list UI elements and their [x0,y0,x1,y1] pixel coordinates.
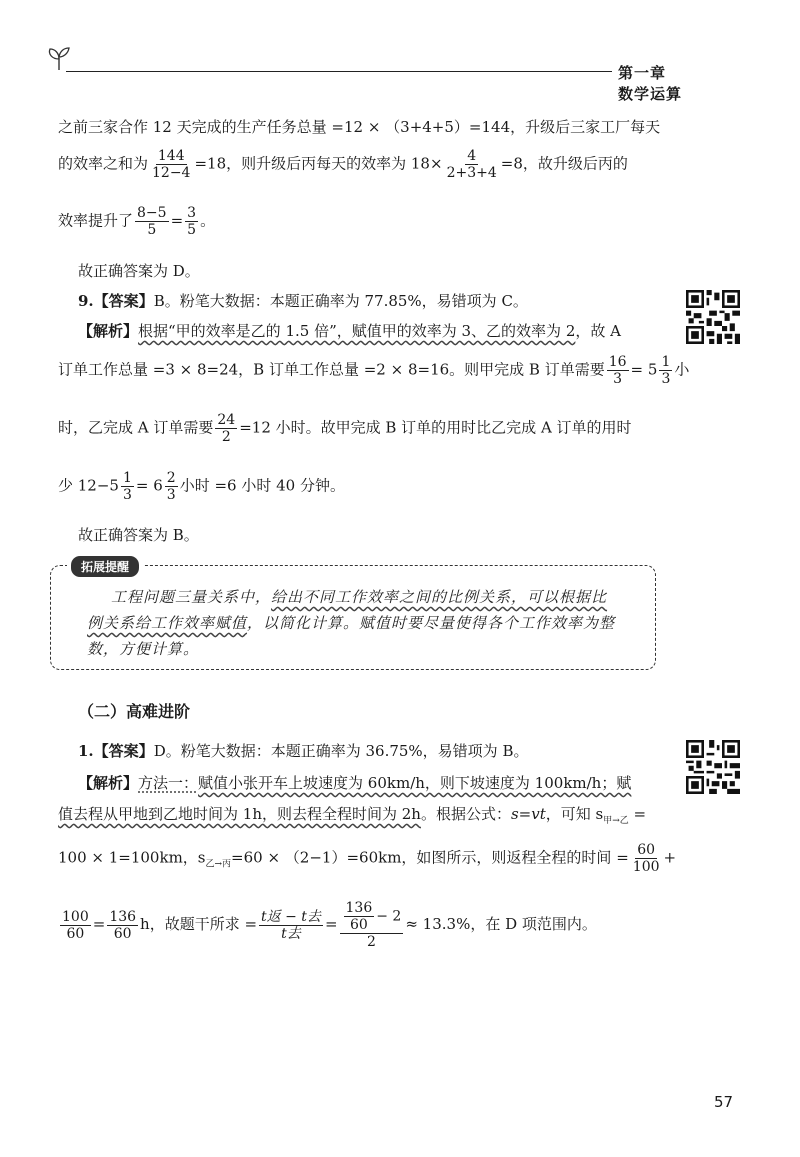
text: =12 小时。故甲完成 B 订单的用时比乙完成 A 订单的用时 [239,418,632,437]
text: = [628,805,647,823]
text: 效率提升了 [58,211,134,230]
fraction [150,148,192,181]
p1-line-2 [58,148,628,181]
numerator: 3 [187,205,197,221]
qr-code-icon[interactable] [686,740,740,794]
q9-analysis-line-1 [78,322,621,340]
tip-line-1 [111,586,607,607]
denominator: 60 [349,917,368,934]
denominator: 3 [122,487,132,504]
fraction [259,909,323,942]
sprout-icon [44,44,74,74]
compound-fraction [340,900,404,950]
numerator: 1 [122,470,132,486]
answer-label: 【答案】 [93,292,154,310]
text: 工程问题三量关系中， [111,588,272,606]
fraction [121,470,134,503]
text: = [324,915,338,934]
fraction [135,205,169,238]
text: ，故 A [575,322,621,340]
denominator: 60 [66,925,85,942]
subscript: 乙→丙 [205,859,232,870]
denominator: 3 [166,487,176,504]
subscript: 甲→乙 [603,816,629,826]
qr-code-icon[interactable] [686,290,740,344]
numerator: 60 [637,842,656,858]
numerator: t返 − t去 [261,908,321,925]
denominator: 2+3+4 [446,165,497,182]
text: 100 × 1=100km，s [58,848,206,867]
denominator: t去 [281,925,301,942]
section-heading: （二）高难进阶 [78,702,191,721]
denominator: 60 [113,925,132,942]
numerator: 24 [217,412,236,428]
answer-text: D。粉笔大数据：本题正确率为 36.75%，易错项为 B。 [153,742,529,760]
text: 订单工作总量 =3 × 8=24，B 订单工作总量 =2 × 8=16。则甲完成 B 订单需要 [58,360,605,379]
question-number: 1. [78,742,94,760]
underlined-text: 根据“甲的效率是乙的 1.5 倍”，赋值甲的效率为 3、乙的效率为 2 [138,322,576,340]
text: =60 × （2−1）=60km，如图所示，则返程全程的时间 = [231,848,629,867]
text: 。根据公式： [420,805,511,823]
answer-label: 【答案】 [93,742,154,760]
tip-tag [67,556,143,577]
analysis-label: 【解析】 [78,322,139,340]
q1-analysis-line-3 [58,842,676,875]
text: h，故题干所求 = [140,915,258,934]
denominator: 2 [366,934,376,951]
fraction [60,909,91,942]
text: =8，故升级后丙的 [500,154,628,173]
underlined-text: 例关系给工作效率赋值 [87,614,248,632]
q9-answer-line [78,292,528,310]
q9-analysis-line-4 [58,470,345,503]
fraction [631,842,662,875]
text: 小时 =6 小时 40 分钟。 [179,476,345,495]
method-label: 方法一： [138,774,199,792]
text: 的效率之和为 [58,154,149,173]
q1-analysis-line-4 [58,900,597,950]
page-header [44,44,756,103]
numerator: 8−5 [137,205,167,221]
chapter-title: 数学运算 [618,85,683,103]
p1-line-1: 之前三家合作 12 天完成的生产任务总量 =12 × （3+4+5）=144，升级后三家工厂每天 [58,118,661,136]
underlined-text: 值去程从甲地到乙地时间为 1h，则去程全程时间为 2h [58,805,421,823]
answer-text: B。粉笔大数据：本题正确率为 77.85%，易错项为 C。 [153,292,528,310]
denominator: 12−4 [152,165,191,182]
fraction [165,470,178,503]
text: = [92,915,106,934]
fraction [215,412,237,445]
chapter-heading [612,62,756,104]
text: ≈ 13.3%，在 D 项范围内。 [405,915,597,934]
numerator: 4 [467,148,477,164]
denominator: 3 [661,371,671,388]
p1-answer: 故正确答案为 D。 [78,262,200,280]
text: = [170,211,184,230]
analysis-label: 【解析】 [78,774,139,792]
p1-line-3 [58,205,215,238]
fraction [107,909,138,942]
denominator: 2 [221,429,231,446]
text: + [663,848,677,867]
q9-answer: 故正确答案为 B。 [78,526,199,544]
fraction [659,354,672,387]
text: 少 12−5 [58,476,119,495]
tip-line-2 [87,612,615,633]
numerator: 136 [345,900,373,916]
fraction [445,148,499,181]
text: − 2 [376,908,402,925]
denominator: 3 [613,371,623,388]
text: 。 [200,211,216,230]
denominator: 5 [147,222,157,239]
q9-analysis-line-2 [58,354,689,387]
numerator: 16 [608,354,627,370]
text: 小 [674,360,690,379]
tip-tag-text: 拓展提醒 [71,556,139,577]
header-rule [66,71,626,72]
chapter-number: 第一章 [618,64,667,82]
numerator: 136 [109,908,137,925]
denominator: 100 [632,859,660,876]
text: = 5 [630,360,658,379]
numerator: 100 [62,908,89,925]
text: = 6 [135,476,163,495]
text: =18，则升级后丙每天的效率为 18× [194,154,443,173]
q1-analysis-line-2 [58,805,646,827]
q9-analysis-line-3 [58,412,632,445]
fraction [607,354,629,387]
q1-answer-line [78,742,528,760]
text: ，以简化计算。赋值时要尽量使得各个工作效率为整 [247,614,616,632]
question-number: 9. [78,292,94,310]
text: ，可知 s [545,805,604,823]
tip-line-3: 数，方便计算。 [87,640,200,658]
numerator: 1 [661,354,671,370]
underlined-text: 赋值小张开车上坡速度为 60km/h，则下坡速度为 100km/h；赋 [198,774,632,792]
numerator: 2 [166,470,176,486]
fraction [344,900,375,933]
page-number: 57 [714,1093,734,1111]
tip-box [50,560,656,670]
text: 时，乙完成 A 订单需要 [58,418,214,437]
formula: s=vt [510,805,546,823]
numerator: 144 [157,148,185,164]
underlined-text: 给出不同工作效率之间的比例关系，可以根据比 [271,588,608,606]
fraction [185,205,198,238]
denominator: 5 [187,222,197,239]
compound-numerator [340,900,404,934]
q1-analysis-line-1 [78,774,631,792]
